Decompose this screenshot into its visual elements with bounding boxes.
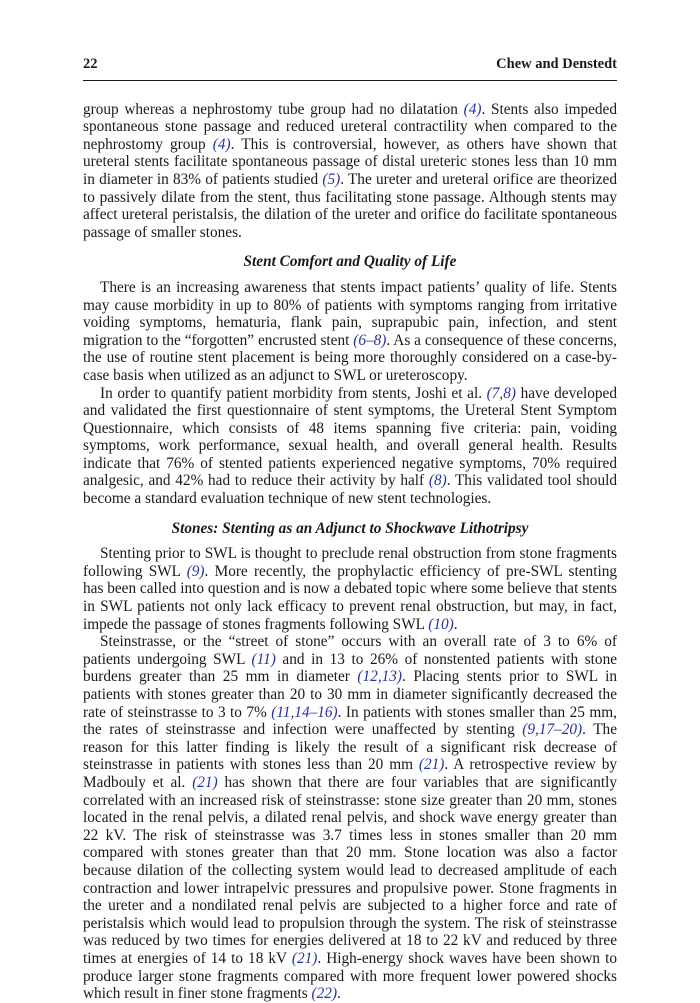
citation-link[interactable]: (11) (251, 650, 276, 668)
section-heading: Stent Comfort and Quality of Life (243, 253, 457, 271)
paragraph (83, 101, 617, 242)
citation-link[interactable]: (9) (186, 562, 205, 580)
citation-link[interactable]: (6–8) (353, 331, 387, 349)
citation-link[interactable]: (9,17–20) (522, 721, 583, 739)
citation-link[interactable]: (12,13) (357, 668, 403, 686)
citation-link[interactable]: (10) (428, 615, 454, 633)
text-run: has shown that there are four variables that are significantly correlated with an increased risk of steinstrasse: stone size greater than 20 mm, stones located in the renal pelvis, a dilated renal pelvis, and shock wave energy greater than 22 kV. The risk of steinstrasse was 3.7 times less in stones smaller than 20 mm compared with stones greater than that 20 mm. Stone location was also a factor because dilation of the collecting system would lead to decreased amplitude of each contraction and lower intrapelvic pressures and propulsive power. Stone fragments in the ureter and a nondilated renal pelvis are subjected to a higher force and rate of peristalsis which would lead to propulsion through the system. The risk of steinstrasse was reduced by two times for energies delivered at 18 to 22 kV and reduced by three times at energies of 14 to 18 kV (83, 773, 617, 967)
text-run: . In patients with stones smaller than 25 mm, the rates of steinstrasse and infection were unaffected by stenting (83, 703, 617, 739)
page-number: 22 (83, 56, 98, 72)
text-run: . High-energy shock waves have been shown to produce larger stone fragments compared with more frequent lower powered shocks which result in finer stone fragments (83, 949, 617, 1003)
running-title: Chew and Denstedt (496, 56, 617, 72)
citation-link[interactable]: (21) (291, 949, 318, 967)
citation-link[interactable]: (5) (322, 170, 341, 188)
running-header (83, 56, 617, 81)
text-run: . This validated tool should become a standard evaluation technique of new stent technologies. (83, 472, 617, 508)
text-run: . As a consequence of these concerns, the use of routine stent placement is being more thoroughly considered on a case-by-case basis when utilized as an adjunct to SWL or ureteroscopy. (83, 331, 617, 384)
text-run: and in 13 to 26% of nonstented patients with stone burdens greater than 25 mm in diameter (83, 650, 618, 686)
text-run: . Placing stents prior to SWL in patients with stones greater than 20 to 30 mm in diameter significantly decreased the rate of steinstrasse to 3 to 7% (83, 668, 617, 721)
text-run: . The ureter and ureteral orifice are theorized to passively dilate from the stent, thus facilitating stone passage. Although stents may affect ureteral peristalsis, the dilation of the ureter and orifice do facilitate spontaneous passage of smaller stones. (83, 170, 617, 241)
article-body (83, 101, 617, 1003)
citation-link[interactable]: (4) (463, 100, 482, 118)
text-run: In order to quantify patient morbidity from stents, Joshi et al. (100, 384, 487, 402)
text-run: . (337, 985, 341, 1003)
text-run: There is an increasing awareness that stents impact patients’ quality of life. Stents may cause morbidity in up to 80% of patients with symptoms ranging from irritative voiding symptoms, hematuria, flank pain, suprapubic pain, infection, and stent migration to the “forgotten” encrusted stent (83, 278, 617, 349)
paragraph (83, 633, 617, 1002)
paragraph (83, 279, 617, 385)
citation-link[interactable]: (4) (212, 135, 231, 153)
text-run: . (453, 615, 458, 633)
text-run: . A retrospective review by Madbouly et al. (83, 756, 618, 791)
text-run: have developed and validated the first questionnaire of stent symptoms, the Ureteral Stent Symptom Questionnaire, which consists of 48 items spanning five criteria: pain, voiding symptoms, work performance, sexual health, and overall general health. Results indicate that 76% of stented patients experienced negative symptoms, 70% required analgesic, and 42% had to reduce their activity by half (83, 384, 617, 490)
paragraph (83, 545, 617, 633)
citation-link[interactable]: (8) (428, 472, 447, 490)
document-page (83, 56, 617, 1003)
section-heading: Stones: Stenting as an Adjunct to Shockwave Lithotripsy (171, 519, 529, 537)
citation-link[interactable]: (22) (311, 985, 338, 1003)
text-run: group whereas a nephrostomy tube group had no dilatation (83, 100, 464, 118)
citation-link[interactable]: (7,8) (486, 384, 516, 402)
citation-link[interactable]: (21) (192, 773, 218, 791)
text-run: . This is controversial, however, as others have shown that ureteral stents facilitate spontaneous passage of distal ureteric stones less than 10 mm in diameter in 83% of patients studied (83, 135, 617, 188)
text-run: . The reason for this latter finding is likely the result of a significant risk decrease of steinstrasse in patients with stones less than 20 mm (83, 721, 617, 774)
text-run: Stenting prior to SWL is thought to preclude renal obstruction from stone fragments following SWL (83, 545, 617, 580)
text-run: Steinstrasse, or the “street of stone” occurs with an overall rate of 3 to 6% of patients undergoing SWL (83, 633, 617, 668)
text-run: . Stents also impeded spontaneous stone passage and reduced ureteral contractility when compared to the nephrostomy group (83, 100, 617, 153)
text-run: . More recently, the prophylactic efficiency of pre-SWL stenting has been called into question and is now a debated topic where some believe that stents in SWL patients not only lack efficacy to prevent renal obstruction, but may, in fact, impede the passage of stones fragments following SWL (83, 562, 617, 633)
citation-link[interactable]: (11,14–16) (271, 703, 338, 721)
paragraph (83, 385, 617, 508)
citation-link[interactable]: (21) (418, 756, 445, 774)
